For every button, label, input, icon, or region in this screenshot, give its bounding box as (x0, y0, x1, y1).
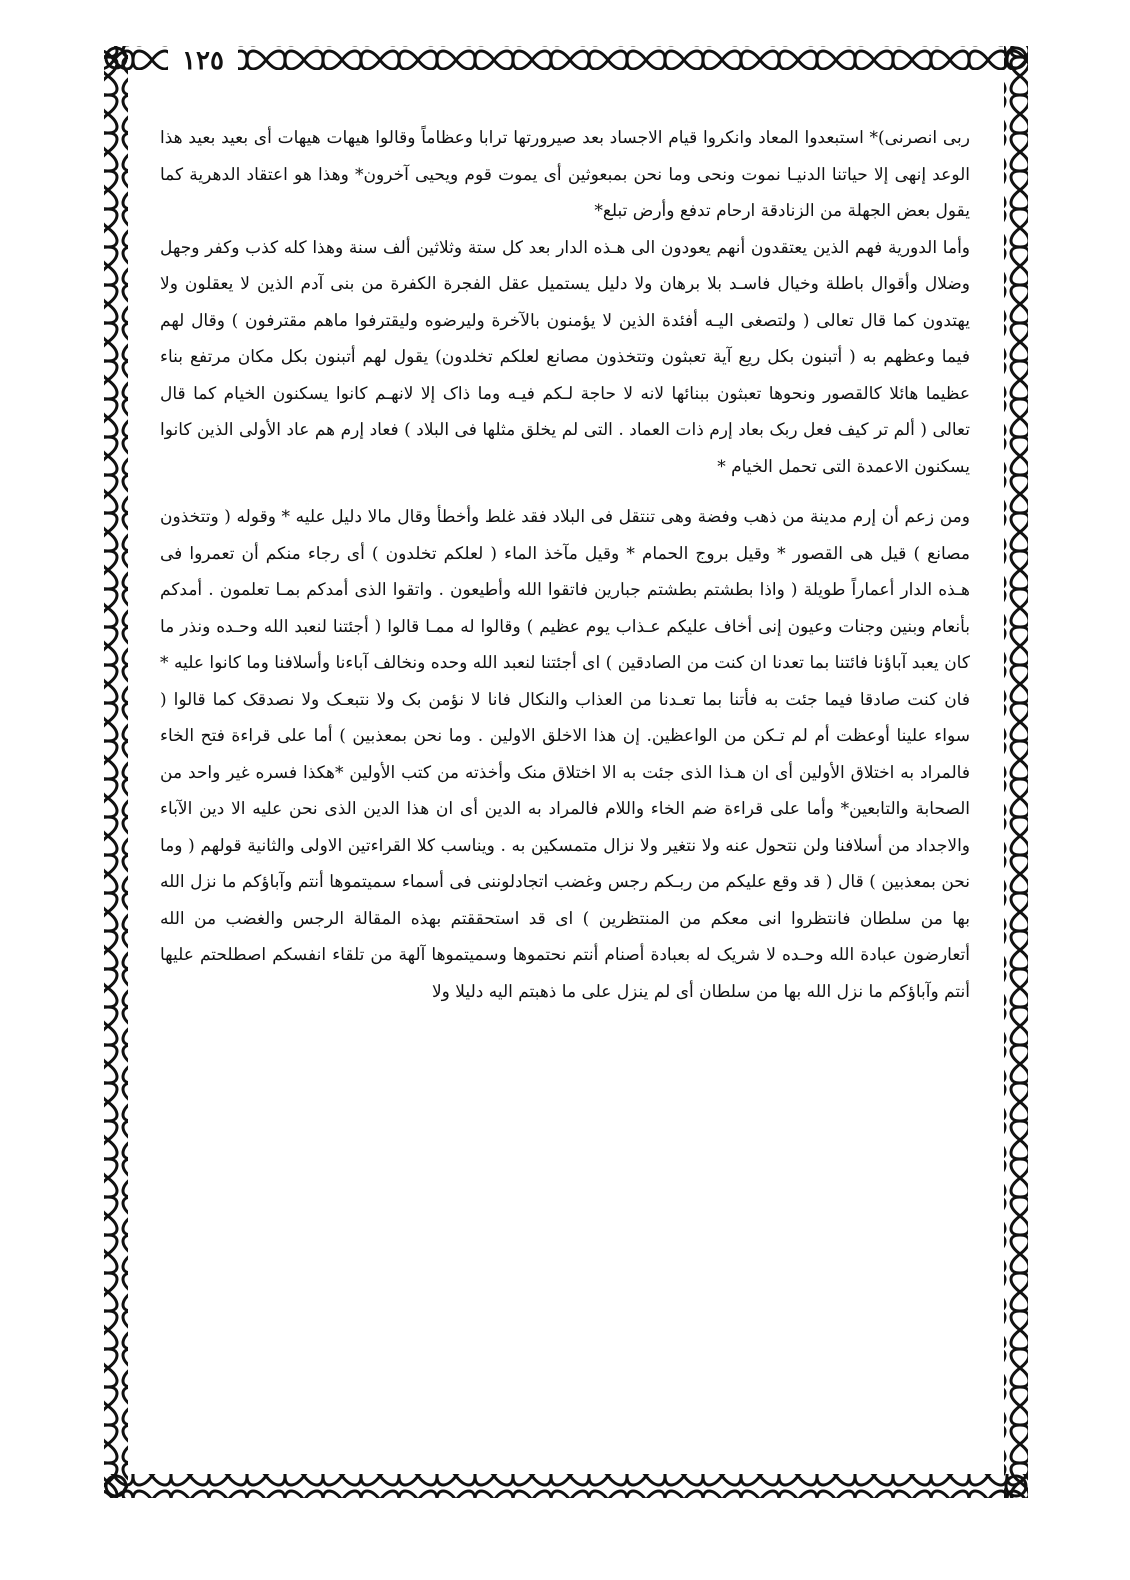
text-line: لا یؤمنون بالآخرة ولیرضوه ولیقترفوا ماهم مقترفون ) وقال لهم فیما وعظهم به ( أتبنون بکل ریع آیة (160, 310, 970, 367)
text-line: نزل الله بها من سلطان فانتظروا انی معکم من المنتظرین ) ای قد استحققتم بهذه المقالة الرجس والغضب (160, 872, 970, 929)
text-line: ومن زعم أن إرم مدینة من ذهب وفضة وهی تنتقل فی البلاد فقد غلط وأخطأ وقال مالا دلیل (325, 507, 970, 527)
text-line: آخرون* وهذا هو اعتقاد الدهریة کما یقول بعض الجهلة من الزنادقة ارحام تدفع وأرض تبلع* (160, 164, 970, 221)
page-number: ١٢٥ (168, 44, 238, 78)
text-line: أی بعید بعید هذا الوعد إنهی إلا حیاتنا الدنیـا نموت ونحی وما نحن بمبعوثین أی یموت قوم ویحیی (160, 128, 970, 185)
text-line: منک وأخذته من کتب الأولین *هکذا فسره غیر واحد من الصحابة والتابعین* وأما علی قراءة ضم (160, 762, 970, 819)
text-line: علیه * وقوله ( وتتخذون مصانع ) قیل هی القصور * وقیل بروج الحمام * وقیل مآخذ الماء ( لعلکم (160, 507, 970, 564)
text-line: وهذا کله کذب وکفر وجهل وضلال وأقوال باطلة وخیال فاسـد بلا برهان ولا دلیل یستمیل عقل (160, 237, 970, 294)
text-line: الله وأطیعون . واتقوا الذی أمدکم بمـا تعلمون . أمدکم بأنعام وبنین وجنات وعیون إنی أخاف علیکم (160, 580, 971, 637)
text-line: فان کنت صادقا فیما جئت به فأتنا بما تعـدنا من العذاب والنکال فانا لا نؤمن بک ولا نتبعـک ولا (294, 689, 970, 710)
text-line: بما تعدنا ان کنت من الصادقین ) ای أجئتنا لنعبد الله وحده ونخالف آباءنا وأسلافنا وما کانوا علیه * (160, 653, 830, 673)
paragraph (160, 499, 970, 1010)
text-line: تعبثون وتتخذون مصانع لعلکم تخلدون) یقول لهم أتبنون بکل مکان مرتفع بناء عظیما هائلا کالقصور (160, 347, 970, 404)
paragraph (160, 120, 970, 230)
text-line: نصدقک کما قالوا ( سواء علینا أوعظت أم لم تـکن من الواعظین. إن هذا الاخلق الاولین . وما نحن (160, 689, 970, 746)
text-line: تخلدون ) أی رجاء منکم أن تعمروا فی هـذه الدار أعماراً طویلة ( واذا بطشتم بطشتم جبارین فاتقوا (160, 543, 970, 600)
text-line: کانوا یسکنون الاعمدة التی تحمل الخیام * (160, 420, 970, 477)
text-line: الفجرة الکفرة من بنی آدم الذین لا یعقلون ولا یهتدون کما قال تعالی ( ولتصغی الیـه أفئدة الذین (160, 274, 970, 331)
text-line: انفسکم اصطلحتم علیها أنتم وآباؤکم ما نزل الله بها من سلطان أی لم ینزل علی ما ذهبتم الیه دلیلا ولا (160, 945, 970, 1002)
text-line: ربی انصرنی)* استبعدوا المعاد وانکروا قیام الاجساد بعد صیرورتها ترابا وعظاماً وقالوا هیهات هیهات (271, 128, 970, 148)
text-line: عـذاب یوم عظیم ) وقالوا له ممـا قالوا ( أجئتنا لنعبد الله وحـده ونذر ما کان یعبد آباؤنا فائتنا (160, 616, 970, 673)
text-line: بمعذبین ) أما علی قراءة فتح الخاء فالمراد به اختلاق الأولین أی ان هـذا الذی جئت به الا اختلاق (160, 726, 970, 783)
text-line: نتحول عنه ولا نتغیر ولا نزال متمسکین به . ویناسب کلا القراءتین الاولی والثانیة قولهم ( وما نحن (160, 835, 970, 892)
text-line: الخاء واللام فالمراد به الدین أی ان هذا الدین الذی نحن علیه الا دین الآباء والاجداد من أسلافنا ولن (160, 799, 970, 856)
body-text (160, 120, 970, 1010)
text-line: من الله أتعارضون عبادة الله وحـده لا شریک له بعبادة أصنام أنتم نحتموها وسمیتموها آلهة من تلقاء (160, 908, 971, 965)
text-line: ( ألم تر کیف فعل ربک بعاد إرم ذات العماد . التی لم یخلق مثلها فی البلاد ) فعاد إرم هم عاد الأولی الذین (191, 420, 928, 440)
text-line: وأما الدوریة فهم الذین یعتقدون أنهم یعودون الی هـذه الدار بعد کل ستة وثلاثین ألف سنة (343, 237, 970, 258)
text-line: بمعذبین ) قال ( قد وقع علیکم من ربـکم رجس وغضب اتجادلوننی فی أسماء سمیتموها أنتم وآباؤکم ما (216, 872, 936, 892)
text-line: ونحوها تعبثون ببنائها لانه لا حاجة لـکم فیـه وما ذاک إلا لانهـم کانوا یسکنون الخیام کما قال تعالی (160, 383, 970, 440)
paragraph (160, 230, 970, 486)
